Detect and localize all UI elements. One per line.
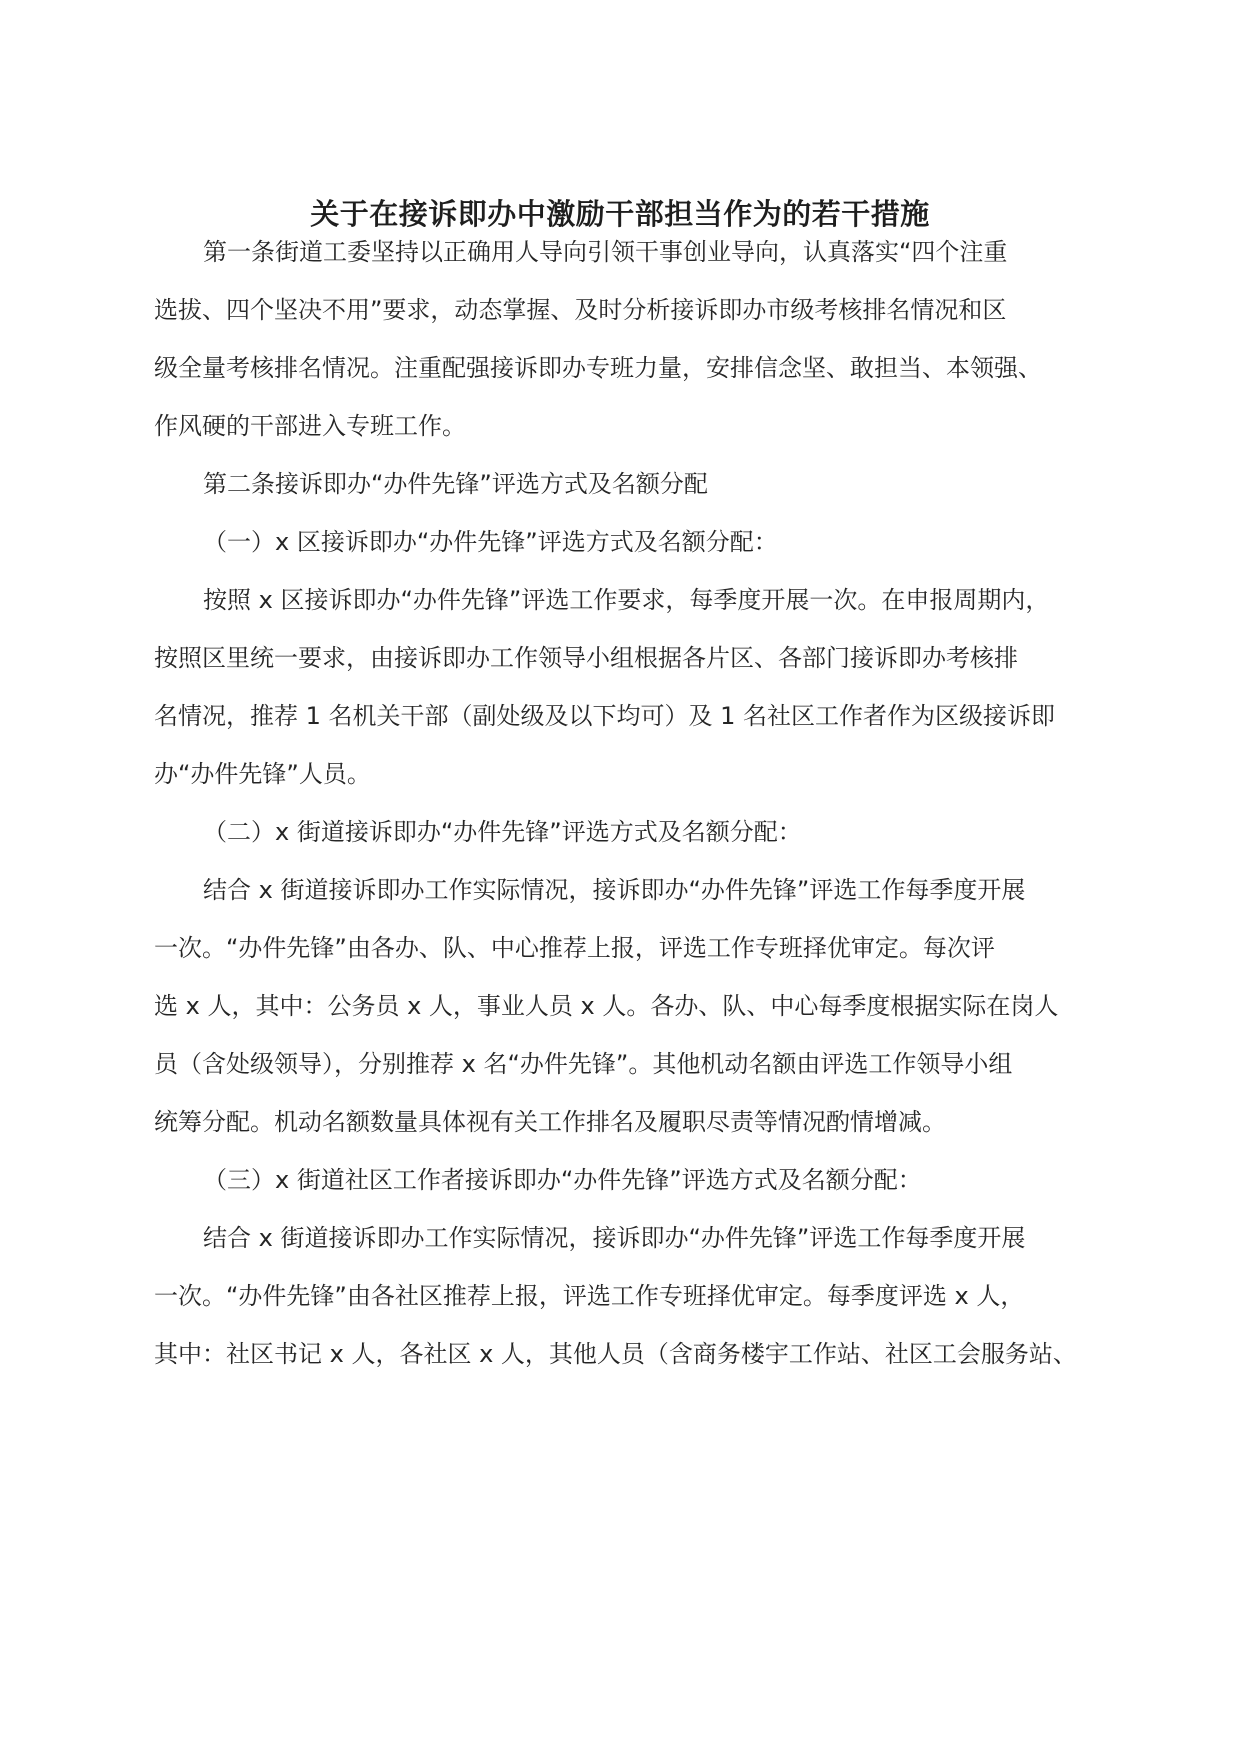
body-line-19: 一次。“办件先锋”由各社区推荐上报，评选工作专班择优审定。每季度评选 x 人， [154, 1282, 1025, 1310]
body-line-15: 员（含处级领导），分别推荐 x 名“办件先锋”。其他机动名额由评选工作领导小组 [154, 1050, 1013, 1078]
body-line-14: 选 x 人，其中：公务员 x 人，事业人员 x 人。各办、队、中心每季度根据实际在岗人 [154, 992, 1059, 1020]
document-title: 关于在接诉即办中激励干部担当作为的若干措施 [310, 197, 930, 231]
body-line-12: 结合 x 街道接诉即办工作实际情况，接诉即办“办件先锋”评选工作每季度开展 [203, 876, 1026, 904]
body-line-17: （三）x 街道社区工作者接诉即办“办件先锋”评选方式及名额分配： [203, 1166, 922, 1194]
body-line-9: 名情况，推荐 1 名机关干部（副处级及以下均可）及 1 名社区工作者作为区级接诉即 [154, 702, 1056, 730]
body-line-5: 第二条接诉即办“办件先锋”评选方式及名额分配 [203, 470, 708, 498]
body-line-20: 其中：社区书记 x 人，各社区 x 人，其他人员（含商务楼宇工作站、社区工会服务站、 [154, 1340, 1077, 1368]
body-line-16: 统筹分配。机动名额数量具体视有关工作排名及履职尽责等情况酌情增减。 [154, 1108, 946, 1136]
body-line-3: 级全量考核排名情况。注重配强接诉即办专班力量，安排信念坚、敢担当、本领强、 [154, 354, 1042, 382]
body-line-4: 作风硬的干部进入专班工作。 [154, 412, 466, 440]
body-line-11: （二）x 街道接诉即办“办件先锋”评选方式及名额分配： [203, 818, 802, 846]
body-line-13: 一次。“办件先锋”由各办、队、中心推荐上报，评选工作专班择优审定。每次评 [154, 934, 995, 962]
body-line-1: 第一条街道工委坚持以正确用人导向引领干事创业导向，认真落实“四个注重 [203, 238, 1008, 266]
body-line-2: 选拔、四个坚决不用”要求，动态掌握、及时分析接诉即办市级考核排名情况和区 [154, 296, 1007, 324]
body-line-8: 按照区里统一要求，由接诉即办工作领导小组根据各片区、各部门接诉即办考核排 [154, 644, 1018, 672]
body-line-7: 按照 x 区接诉即办“办件先锋”评选工作要求，每季度开展一次。在申报周期内， [203, 586, 1050, 614]
body-line-6: （一）x 区接诉即办“办件先锋”评选方式及名额分配： [203, 528, 778, 556]
body-line-18: 结合 x 街道接诉即办工作实际情况，接诉即办“办件先锋”评选工作每季度开展 [203, 1224, 1026, 1252]
body-line-10: 办“办件先锋”人员。 [154, 760, 371, 788]
